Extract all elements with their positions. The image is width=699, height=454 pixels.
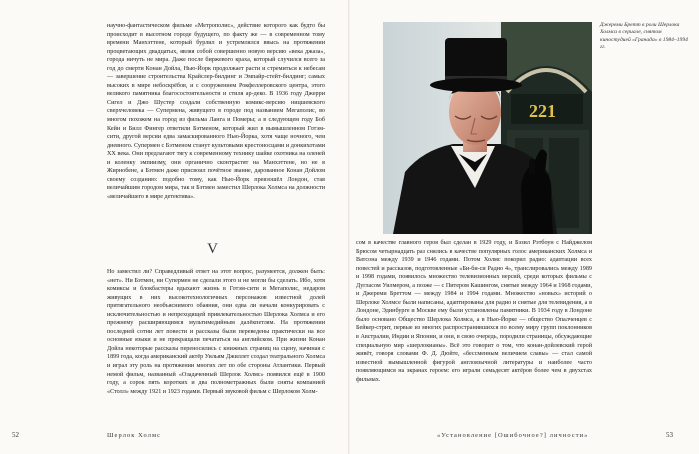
section-numeral: V — [207, 241, 219, 257]
door-number: 221 — [529, 101, 556, 121]
body-paragraph: сом в качестве главного героя был сделан в 1929 году, и Бэзил Рэтбоун с Найджелом Брюсом четырнадцать раз снялись в качестве популярных голос американских Холмса и Ватсона между 1939 и 1946 годами. Потом Холмс покорил радио: адаптации всех повестей и рассказов, подготовленные «Би-би-си Радио 4», транслировались между 1989 и 1998 годами, появилось множество телевизионных версий, среди которых фильмы с Дугласом Уилмером, а позже — с Питером Кашингом, снятые между 1964 и 1968 годами, и Джереми Бреттом — между 1984 и 1994 годами. Множество «новых» историй о Шерлоке Холмсе были написаны, адаптированы для радио и снятые для телевидения, а в Лондоне, Эдинбурге и Москве ему были установлены памятники. В 1934 году в Лондоне было основано Общество Шерлока Холмса, а в Нью-Йорке — общество Опалченцев с Бейкер-стрит, первые из многих распространившихся по всему миру групп поклонников в Австралии, Индии и Японии, и они, в свою очередь, породили страницы, обсуждающие специальную мир «шерлокианы». Всё это говорит о том, что конан-дойлевский герой живёт, говоря словами Ф. Д. Дюйте, «бессменным величием славы» — стал самой известной вымышленной фигурой англоязычной литературы и наиболее часто появляющимся на экранах героем: его играли семьдесят актёров более чем в двухстах фильмах. — [356, 240, 592, 383]
left-column-bottom — [107, 268, 325, 418]
right-column — [356, 239, 592, 421]
page-number-right: 53 — [666, 431, 673, 439]
holmes-photo — [383, 22, 592, 234]
photo-caption: Джереми Бретт в роли Шерлока Холмса в сериале, снятом киностудией «Гранада» в 1984–1994 гг. — [600, 22, 688, 50]
holmes-photo-illustration — [383, 22, 592, 234]
body-paragraph: Но заместил ли? Справедливый ответ на этот вопрос, разумеется, должен быть: «нет». Ни Бэтмен, ни Супермен не сделали этого и не могли бы сделать. Ибо, хотя комиксы и блокбастеры вдыхают жизнь в Готэм-сити и Мегаполис, недаром живущих в них высокотехнологичных персонажов известной долей притягательного необъяснимого обаяния, они едва ли начали конкурировать с исключительностью и непреходящей привлекательностью Шерлока Холмса и его прежнему расширяющимся мультимедийным далёкпетлям. На протяжении последней сотни лет повести и рассказы были переведены практически на все основные языки и не прекращали печататься на английском. При жизни Конан Дойла некоторые рассказы переносились с книжных страниц на сцену, начиная с 1899 года, когда американский актёр Уильям Джиллет создал театрального Холмса и играл эту роль на протяжении многих лет по обе стороны Атлантики. Первый немой фильм, названный «Озадаченный Шерлок Холмс» появился ещё в 1900 году, а сорок пять коротких и два полнометражных были сняты компанией «Столл» между 1921 и 1923 годами. Первый звуковой фильм с Шерлоком Холм- — [107, 269, 325, 395]
body-paragraph: научно-фантастическом фильме «Метрополис», действие которого как будто бы происходит в высотном городе будущего, по факту же — в современном тому времени Манхэттене, который бурлил и устремлялся ввысь на протяжении процветающих двадцатых, являя собой совершенно новую версию «века джаза», города ничуть не мира. Даже после биржевого краха, который случился всего за год до смерти Конан Дойла, Нью-Йорк продолжает расти и стремиться к небесам — завершение строительства Крайслер-билдинг и Эмпайр-стейт-билдинг; самых высоких в мире небоскрёбов, и с сооружением Рокфеллеровского центра, этого великого памятника благосостоятельности и стиля ар-деко. В 1936 году Джерри Сигел и Джо Шустер создали собственную комикс-версию ницшевского сверхчеловека — Супермена, живущего в городе под названием Мегаполис, во многом похожем на город из фильма Ланга и Померы; а в следующем году Боб Кейн и Билл Фингер ответили Бэтменом, который жил в вымышленном Готэм-сити, другой версии едва замаскированного Нью-Йорка, хотя чаще ночного, чем дневного. Супермен с Бэтменом станут культовыми крестоносцами и донкихотами XX века. Они предлагают тягу к современному технику шайке охотника на оленей и коленку эмпиизму, они органично сконтрастят на Манхэттене, но не в Жирнобене, а Бэтмен даже присвоил почётное звание, дарованное Конан Дойлом своему созданию: подобно тому, как Нью-Йорк превзошёл Лондон, став величайшим городом мира, так и Бэтмен заместил Шерлока Холмса на должности «величайшего в мире детектива». — [107, 23, 325, 200]
page-number-left: 52 — [12, 431, 19, 439]
page-gutter — [348, 0, 350, 454]
running-head-left: Шерлок Холмс — [107, 432, 162, 439]
running-head-right: «Установление [Ошибочное?] личности» — [437, 432, 589, 439]
left-column-top — [107, 22, 325, 234]
